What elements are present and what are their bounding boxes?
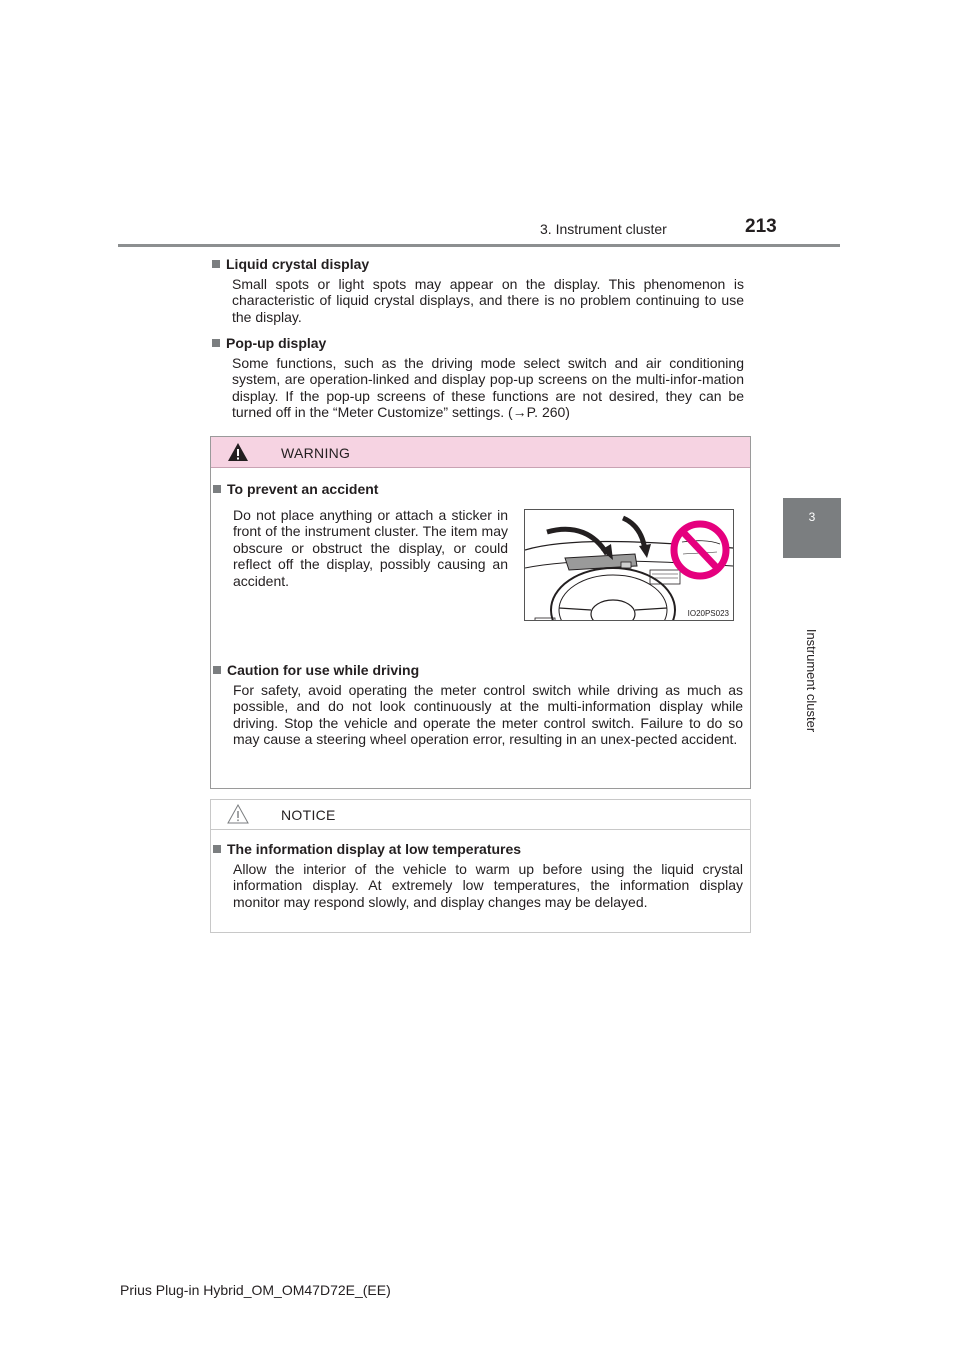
- page-number: 213: [745, 216, 777, 237]
- notice-header: [211, 800, 750, 830]
- section-heading: [212, 256, 744, 273]
- warning-item-heading: [213, 481, 513, 498]
- instrument-cluster-illustration: [524, 509, 734, 621]
- square-bullet-icon: [213, 845, 221, 853]
- square-bullet-icon: [212, 260, 220, 268]
- header-rule: [118, 244, 840, 247]
- square-bullet-icon: [213, 485, 221, 493]
- warning-item-caution-driving: [213, 662, 743, 748]
- section-liquid-crystal-display: [212, 256, 744, 325]
- warning-header: [211, 437, 750, 468]
- notice-item-heading: [213, 841, 743, 858]
- notice-item-heading-text: The information display at low temperatures: [227, 841, 522, 857]
- chapter-number: 3: [808, 510, 816, 524]
- notice-box: [210, 799, 751, 933]
- illustration-code: IO20PS023: [687, 609, 729, 618]
- warning-label: WARNING: [281, 445, 351, 461]
- warning-item-body: Do not place anything or attach a sticker in front of the instrument cluster. The item may obscure or obstruct the display, or could reflect off the display, possibly causing an accident.: [233, 506, 508, 589]
- chapter-tab: [783, 498, 841, 558]
- warning-item-heading: [213, 662, 743, 679]
- notice-item-body: Allow the interior of the vehicle to warm up before using the liquid crystal information display. At extremely low temperatures, the information display monitor may respond slowly, and display changes may be delayed.: [233, 860, 743, 910]
- section-title: 3. Instrument cluster: [540, 221, 667, 237]
- notice-label: NOTICE: [281, 807, 336, 823]
- section-body: Some functions, such as the driving mode select switch and air conditioning system, are operation-linked and display pop-up screens on the multi-infor-mation display. If the pop-up screens of these functions are not desired, they can be turned off in the “Meter Customize” settings. (→P. 260): [232, 354, 744, 421]
- section-pop-up-display: [212, 335, 744, 421]
- warning-item-heading-text: To prevent an accident: [227, 481, 379, 497]
- section-heading-text: Pop-up display: [226, 335, 327, 351]
- warning-triangle-icon: [227, 442, 249, 462]
- square-bullet-icon: [212, 339, 220, 347]
- chapter-strip: [783, 558, 841, 802]
- section-heading: [212, 335, 744, 352]
- section-body: Small spots or light spots may appear on the display. This phenomenon is characteristic of liquid crystal displays, and there is no problem continuing to use the display.: [232, 275, 744, 325]
- warning-item-prevent-accident: [213, 481, 513, 590]
- dashboard-drawing: [525, 510, 733, 620]
- square-bullet-icon: [213, 666, 221, 674]
- document-id: Prius Plug-in Hybrid_OM_OM47D72E_(EE): [120, 1282, 391, 1298]
- section-heading-text: Liquid crystal display: [226, 256, 370, 272]
- notice-triangle-icon: [227, 804, 249, 824]
- chapter-label: Instrument cluster: [804, 628, 820, 732]
- notice-item-low-temperatures: [213, 841, 743, 910]
- warning-item-heading-text: Caution for use while driving: [227, 662, 420, 678]
- warning-item-body: For safety, avoid operating the meter control switch while driving as much as possible, and do not look continuously at the multi-information display while driving. Stop the vehicle and operate the meter control switch. Failure to do so may cause a steering wheel operation error, resulting in an unex-pected accident.: [233, 681, 743, 748]
